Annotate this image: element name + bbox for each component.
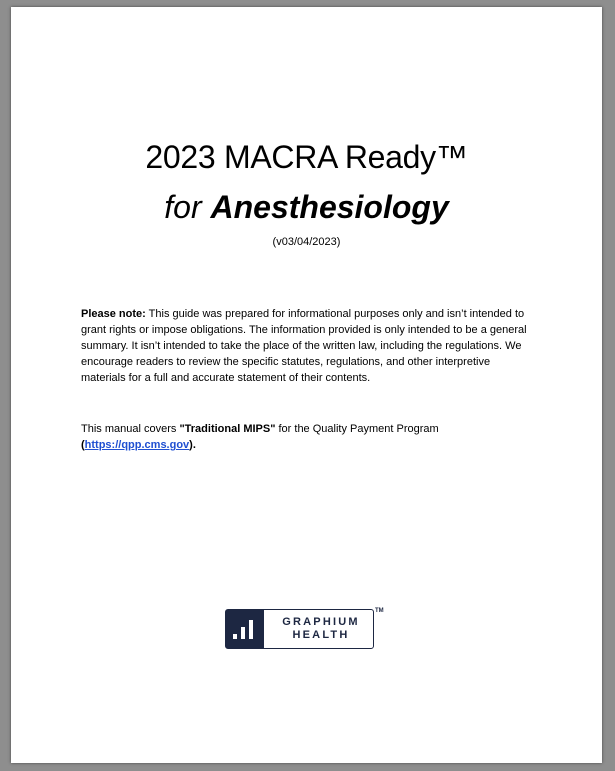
- logo-line-2: HEALTH: [292, 629, 350, 641]
- note-label: Please note:: [81, 308, 146, 320]
- trademark-mark: TM: [375, 608, 384, 614]
- graphium-health-logo: [225, 609, 374, 649]
- document-page: [11, 7, 602, 763]
- paren-close: ).: [189, 439, 196, 451]
- bar-chart-icon-svg: [226, 610, 262, 647]
- document-version: (v03/04/2023): [272, 236, 341, 248]
- manual-coverage: [81, 421, 533, 453]
- subtitle-specialty: Anesthesiology: [210, 189, 449, 225]
- manual-program: "Traditional MIPS": [179, 423, 276, 435]
- paren-open: (: [81, 439, 85, 451]
- document-subtitle: [11, 189, 602, 226]
- manual-middle: for the Quality Payment Program: [275, 423, 439, 435]
- manual-prefix: This manual covers: [81, 423, 180, 435]
- disclaimer-note: [81, 306, 533, 386]
- subtitle-for: for: [164, 189, 202, 225]
- logo-text: [272, 616, 370, 642]
- logo-line-1: GRAPHIUM: [282, 616, 360, 628]
- bar-chart-icon: [226, 610, 264, 648]
- qpp-link[interactable]: https://qpp.cms.gov: [84, 439, 190, 451]
- document-title: 2023 MACRA Ready™: [145, 139, 468, 175]
- note-text: This guide was prepared for informational purposes only and isn’t intended to grant rights or impose obligations. The information provided is only intended to be a general summary. It isn’t intended to take the place of the written law, including the regulations. We encourage readers to review the specific statutes, regulations, and other interpretive materials for a full and accurate statement of their contents.: [81, 308, 527, 384]
